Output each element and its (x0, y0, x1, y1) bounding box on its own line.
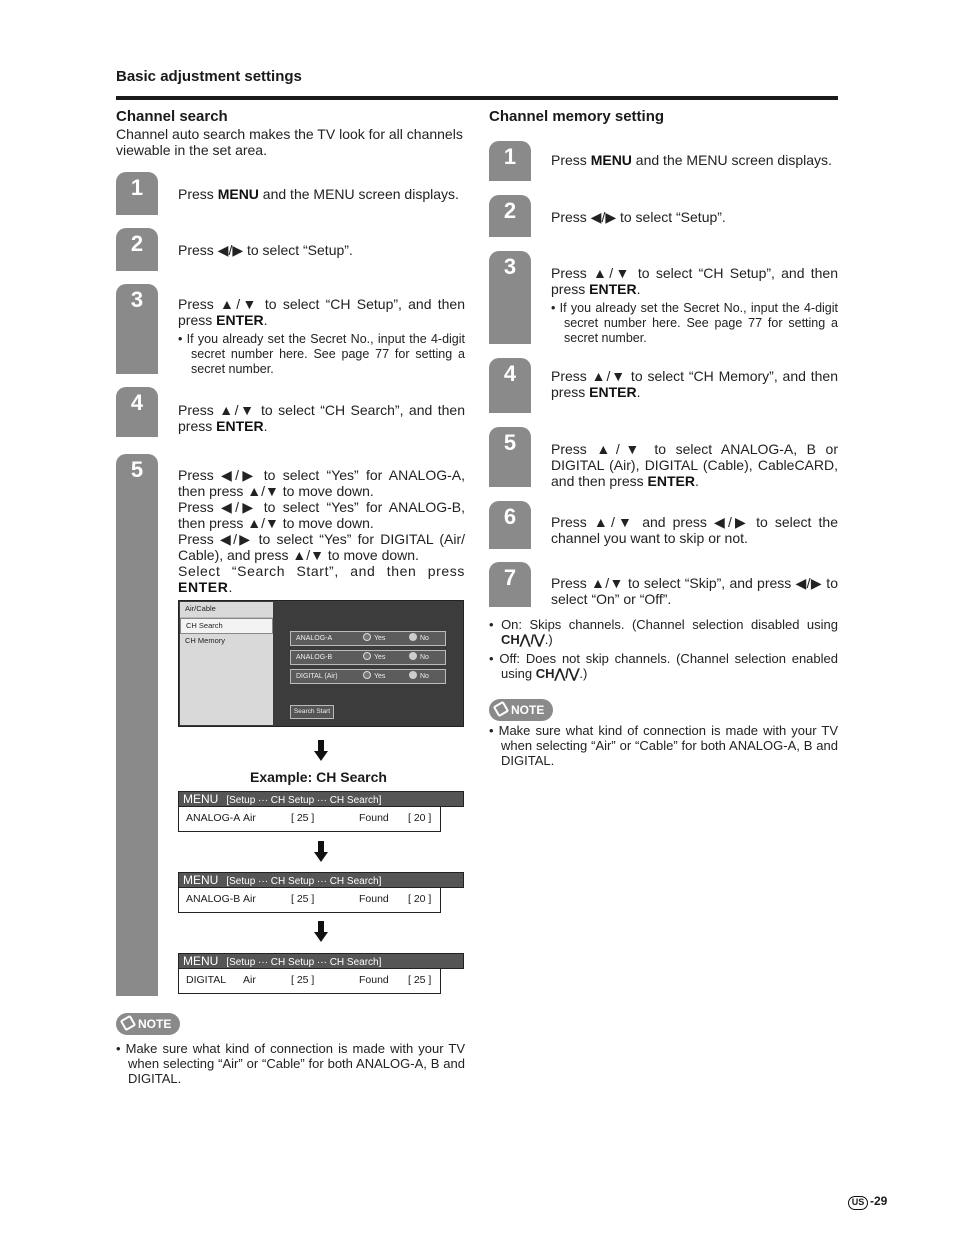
channel-search-intro: Channel auto search makes the TV look for all channels viewable in the set area. (116, 126, 463, 158)
step-sub-bullet: • If you already set the Secret No., input the 4-digit secret number here. See page 77 for setting a secret number. (178, 332, 465, 376)
ch-search-osd-screen (178, 600, 464, 727)
osd-menu-item-selected: CH Search (180, 618, 273, 634)
us-region-badge: US (848, 1196, 868, 1210)
step-number-tab: 7 (489, 562, 531, 607)
osd-row-analog-b: ANALOG-B Yes No (290, 650, 446, 665)
step-text: Press ▲/▼ to select “CH Search”, and then press ENTER. (178, 402, 465, 434)
note-text: • Make sure what kind of connection is made with your TV when selecting “Air” or “Cable” for both ANALOG-A, B and DIGITAL. (116, 1041, 465, 1086)
note-text: • Make sure what kind of connection is made with your TV when selecting “Air” or “Cable” for both ANALOG-A, B and DIGITAL. (489, 723, 838, 768)
step-text: Press ◀/▶ to select “Setup”. (551, 209, 726, 225)
page-number: US -29 (848, 1194, 887, 1210)
down-arrow-icon (314, 841, 328, 863)
pencil-icon (493, 701, 509, 717)
channel-memory-title: Channel memory setting (489, 108, 665, 125)
osd-search-start-button: Search Start (290, 705, 334, 719)
header-rule (116, 96, 838, 100)
bullet-on: • On: Skips channels. (Channel selection disabled using CH⋀/⋁.) (489, 617, 838, 647)
section-title: Basic adjustment settings (116, 68, 302, 85)
example-menu-analog-b: MENU [Setup ··· CH Setup ··· CH Search] ANALOG-B Air [ 25 ] Found [ 20 ] (178, 872, 464, 913)
step-text: Press MENU and the MENU screen displays. (178, 186, 459, 202)
osd-menu-item: CH Memory (185, 636, 226, 645)
step-number-tab: 4 (116, 387, 158, 437)
osd-row-digital-air: DIGITAL (Air) Yes No (290, 669, 446, 684)
down-arrow-icon (314, 921, 328, 943)
step-number-tab: 2 (489, 195, 531, 237)
step-text: Press MENU and the MENU screen displays. (551, 152, 832, 168)
step-number-tab: 3 (116, 284, 158, 374)
osd-menu-panel (180, 602, 273, 725)
osd-menu-item: Air/Cable (180, 602, 273, 618)
example-title: Example: CH Search (250, 769, 387, 785)
example-menu-digital: MENU [Setup ··· CH Setup ··· CH Search] DIGITAL Air [ 25 ] Found [ 25 ] (178, 953, 464, 994)
step-text: Press ▲/▼ to select “CH Setup”, and then press ENTER. • If you already set the Secret No., input the 4-digit secret number here. See page 77 for setting a secret number. (178, 296, 465, 376)
radio-selected-icon (363, 671, 371, 679)
step-number-tab: 1 (116, 172, 158, 215)
step-number-tab: 3 (489, 251, 531, 344)
step-text: Press ◀/▶ to select “Yes” for ANALOG-A, then press ▲/▼ to move down. Press ◀/▶ to select “Yes” for ANALOG-B, then press ▲/▼ to move down. Press ◀/▶ to select “Yes” for DIGITAL (Air/ Cable), and press ▲/▼ to move down. Select “Search Start”, and then press ENTER. (178, 467, 465, 595)
step-text: Press ▲/▼ to select “Skip”, and press ◀/▶ to select “On” or “Off”. (551, 575, 838, 607)
step-text: Press ▲/▼ and press ◀/▶ to select the channel you want to skip or not. (551, 514, 838, 546)
right-note (489, 699, 838, 768)
note-badge: NOTE (116, 1013, 180, 1035)
step-sub-bullet: • If you already set the Secret No., input the 4-digit secret number here. See page 77 for setting a secret number. (551, 301, 838, 345)
step-number-tab: 2 (116, 228, 158, 271)
pencil-icon (120, 1015, 136, 1031)
note-badge: NOTE (489, 699, 553, 721)
radio-icon (409, 652, 417, 660)
step-text: Press ▲/▼ to select ANALOG-A, B or DIGITAL (Air), DIGITAL (Cable), CableCARD, and then press ENTER. (551, 441, 838, 489)
left-note (116, 1013, 465, 1086)
channel-memory-column (489, 108, 838, 768)
step-number-tab: 1 (489, 141, 531, 181)
radio-icon (409, 633, 417, 641)
bullet-off: • Off: Does not skip channels. (Channel selection enabled using CH⋀/⋁.) (489, 651, 838, 681)
radio-selected-icon (363, 652, 371, 660)
example-menu-analog-a: MENU [Setup ··· CH Setup ··· CH Search] ANALOG-A Air [ 25 ] Found [ 20 ] (178, 791, 464, 832)
step-text: Press ▲/▼ to select “CH Setup”, and then press ENTER. • If you already set the Secret No., input the 4-digit secret number here. See page 77 for setting a secret number. (551, 265, 838, 345)
step-text: Press ◀/▶ to select “Setup”. (178, 242, 353, 258)
osd-row-analog-a: ANALOG-A Yes No (290, 631, 446, 646)
radio-selected-icon (363, 633, 371, 641)
step-number-tab: 4 (489, 358, 531, 413)
skip-bullets (489, 617, 838, 681)
radio-icon (409, 671, 417, 679)
step-number-tab: 5 (489, 427, 531, 487)
channel-search-column (116, 108, 465, 1086)
down-arrow-icon (314, 740, 328, 762)
channel-search-title: Channel search (116, 108, 228, 125)
step-number-tab: 5 (116, 454, 158, 996)
step-text: Press ▲/▼ to select “CH Memory”, and then press ENTER. (551, 368, 838, 400)
step-number-tab: 6 (489, 501, 531, 549)
